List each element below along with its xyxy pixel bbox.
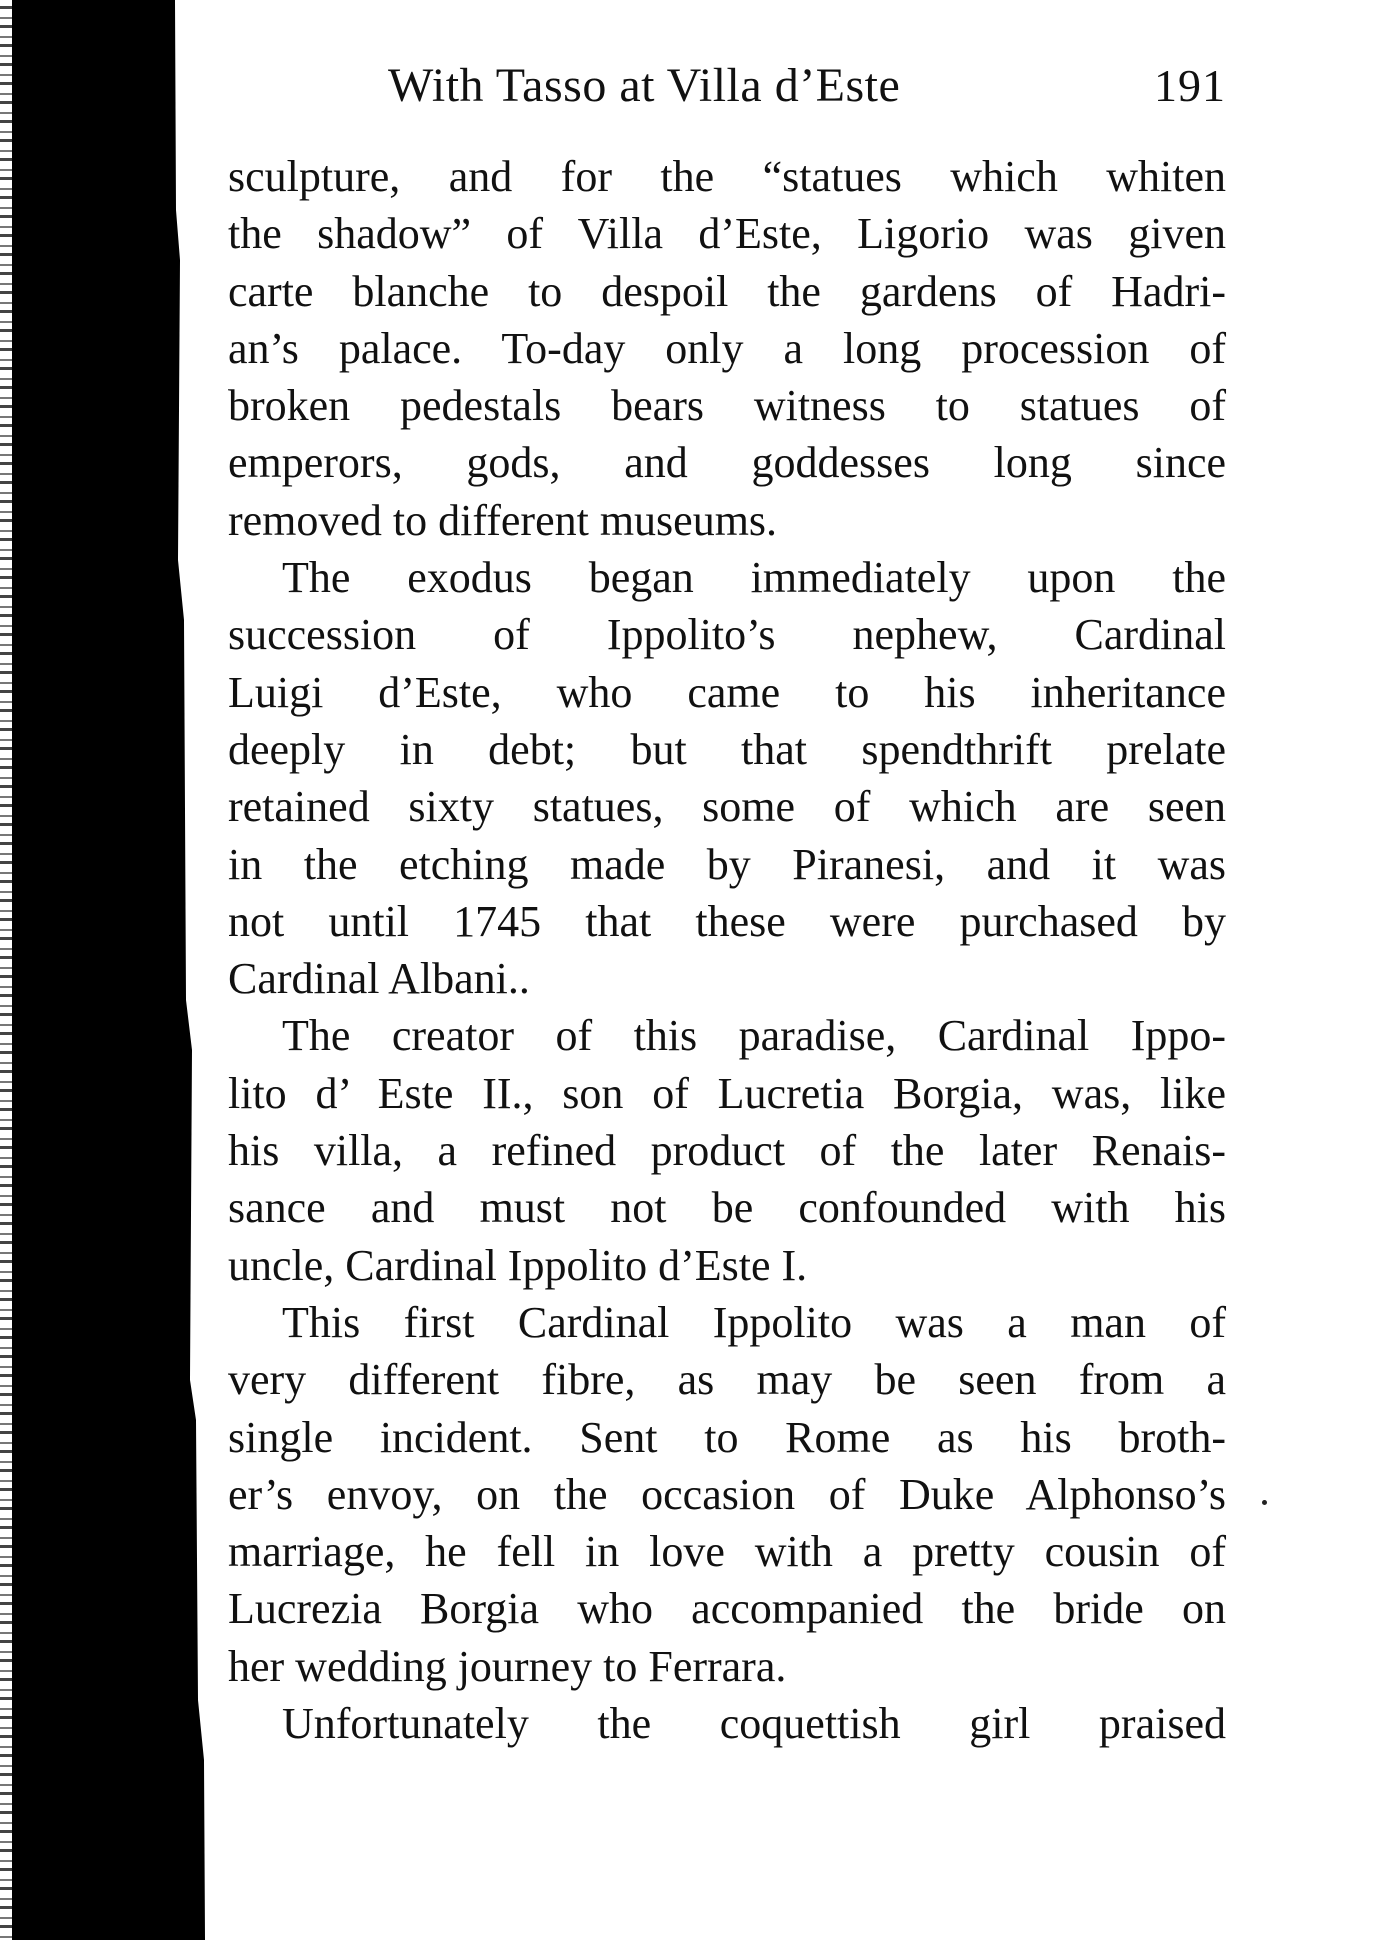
body-text [228,148,1226,1752]
text-line: The exodus began immediately upon the [282,553,1226,603]
text-line: single incident. Sent to Rome as his broth- [228,1412,1226,1462]
text-line: This first Cardinal Ippolito was a man of [282,1297,1226,1347]
text-line: the shadow” of Villa d’Este, Ligorio was given [228,209,1226,259]
text-line: an’s palace. To-day only a long procession of [228,323,1226,373]
text-line: his villa, a refined product of the later Renais- [228,1126,1226,1176]
text-line: Unfortunately the coquettish girl praised [282,1699,1226,1749]
page-number: 191 [1154,60,1226,111]
book-page [228,50,1226,1752]
text-line: Lucrezia Borgia who accompanied the bride on [228,1584,1226,1634]
text-line: removed to different museums. [228,495,778,545]
text-line: in the etching made by Piranesi, and it was [228,839,1226,889]
text-line: sculpture, and for the “statues which whiten [228,152,1226,201]
running-title: With Tasso at Villa d’Este [388,59,901,112]
text-line: not until 1745 that these were purchased by [228,896,1226,946]
text-line: carte blanche to despoil the gardens of Hadri- [228,266,1226,316]
text-line: The creator of this paradise, Cardinal Ippo- [282,1011,1226,1061]
text-line: Luigi d’Este, who came to his inheritance [228,667,1226,717]
text-line: lito d’ Este II., son of Lucretia Borgia, was, like [228,1068,1226,1118]
text-line: marriage, he fell in love with a pretty cousin of [228,1527,1226,1577]
text-line: retained sixty statues, some of which are seen [228,782,1226,832]
scan-black-margin [0,0,205,1940]
scan-speck [1262,1500,1267,1505]
paragraph-4 [228,1294,1226,1695]
scan-page-edge [0,0,12,1940]
paragraph-2 [228,549,1226,1007]
text-line: uncle, Cardinal Ippolito d’Este I. [228,1240,808,1290]
text-line: broken pedestals bears witness to statues of [228,381,1226,431]
book-spine-shadow [0,0,210,1940]
paragraph-3 [228,1007,1226,1293]
text-line: her wedding journey to Ferrara. [228,1641,787,1691]
text-line: succession of Ippolito’s nephew, Cardinal [228,610,1226,660]
text-line: sance and must not be confounded with his [228,1183,1226,1233]
text-line: deeply in debt; but that spendthrift prelate [228,724,1226,774]
text-line: very different fibre, as may be seen from a [228,1355,1226,1405]
paragraph-1 [228,148,1226,549]
paragraph-5 [228,1695,1226,1752]
text-line: emperors, gods, and goddesses long since [228,438,1226,488]
running-header [228,50,1226,122]
text-line: er’s envoy, on the occasion of Duke Alphonso’s [228,1469,1226,1519]
text-line: Cardinal Albani.. [228,954,530,1004]
